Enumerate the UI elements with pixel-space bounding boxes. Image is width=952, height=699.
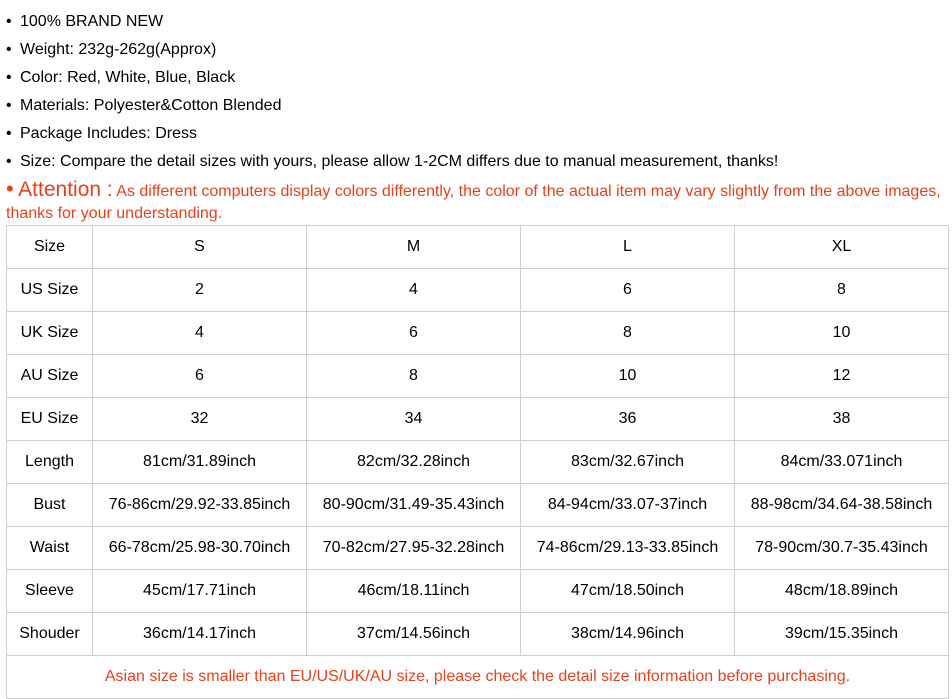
bullet-icon: •	[6, 97, 12, 114]
table-row	[7, 441, 949, 484]
asian-size-warning: Asian size is smaller than EU/US/UK/AU size, please check the detail size information before purchasing.	[7, 656, 949, 699]
bullet-icon: •	[6, 153, 12, 170]
bullet-text: Color: Red, White, Blue, Black	[20, 69, 236, 86]
table-row	[7, 570, 949, 613]
table-cell: 8	[307, 355, 521, 398]
table-cell: 2	[93, 269, 307, 312]
table-cell: 78-90cm/30.7-35.43inch	[735, 527, 949, 570]
bullet-icon: •	[6, 13, 12, 30]
table-row	[7, 613, 949, 656]
bullet-text: Weight: 232g-262g(Approx)	[20, 41, 217, 58]
table-row	[7, 355, 949, 398]
row-label: Length	[7, 441, 93, 484]
table-cell: 4	[93, 312, 307, 355]
row-label: AU Size	[7, 355, 93, 398]
table-cell: 39cm/15.35inch	[735, 613, 949, 656]
table-cell: 34	[307, 398, 521, 441]
bullet-color	[6, 64, 946, 92]
product-details	[6, 8, 946, 225]
table-cell: 45cm/17.71inch	[93, 570, 307, 613]
bullet-icon: •	[6, 69, 12, 86]
table-cell: 84-94cm/33.07-37inch	[521, 484, 735, 527]
table-cell: 83cm/32.67inch	[521, 441, 735, 484]
header-cell: XL	[735, 226, 949, 269]
table-cell: 37cm/14.56inch	[307, 613, 521, 656]
table-cell: 48cm/18.89inch	[735, 570, 949, 613]
row-label: UK Size	[7, 312, 93, 355]
row-label: Bust	[7, 484, 93, 527]
bullet-icon: •	[6, 41, 12, 58]
header-cell: Size	[7, 226, 93, 269]
row-label: EU Size	[7, 398, 93, 441]
table-row	[7, 269, 949, 312]
table-cell: 36	[521, 398, 735, 441]
header-cell: M	[307, 226, 521, 269]
table-cell: 88-98cm/34.64-38.58inch	[735, 484, 949, 527]
table-header-row	[7, 226, 949, 269]
row-label: US Size	[7, 269, 93, 312]
table-row	[7, 484, 949, 527]
table-cell: 8	[521, 312, 735, 355]
table-cell: 36cm/14.17inch	[93, 613, 307, 656]
table-cell: 38cm/14.96inch	[521, 613, 735, 656]
table-cell: 47cm/18.50inch	[521, 570, 735, 613]
bullet-materials	[6, 92, 946, 120]
attention-bullet-icon: •	[6, 176, 14, 201]
table-cell: 38	[735, 398, 949, 441]
bullet-size-note	[6, 148, 946, 176]
table-cell: 32	[93, 398, 307, 441]
table-cell: 76-86cm/29.92-33.85inch	[93, 484, 307, 527]
table-cell: 80-90cm/31.49-35.43inch	[307, 484, 521, 527]
bullet-brand-new	[6, 8, 946, 36]
row-label: Shouder	[7, 613, 93, 656]
table-cell: 46cm/18.11inch	[307, 570, 521, 613]
table-cell: 10	[521, 355, 735, 398]
row-label: Waist	[7, 527, 93, 570]
bullet-text: Size: Compare the detail sizes with yours, please allow 1-2CM differs due to manual measurement, thanks!	[20, 153, 779, 170]
table-cell: 70-82cm/27.95-32.28inch	[307, 527, 521, 570]
bullet-text: Materials: Polyester&Cotton Blended	[20, 97, 282, 114]
bullet-text: Package Includes: Dress	[20, 125, 197, 142]
size-chart-table	[6, 225, 949, 699]
table-cell: 81cm/31.89inch	[93, 441, 307, 484]
table-cell: 6	[93, 355, 307, 398]
table-cell: 74-86cm/29.13-33.85inch	[521, 527, 735, 570]
table-cell: 84cm/33.071inch	[735, 441, 949, 484]
bullet-weight	[6, 36, 946, 64]
table-cell: 12	[735, 355, 949, 398]
table-row	[7, 312, 949, 355]
attention-notice	[6, 178, 946, 225]
table-cell: 82cm/32.28inch	[307, 441, 521, 484]
table-cell: 6	[307, 312, 521, 355]
bullet-text: 100% BRAND NEW	[20, 13, 164, 30]
table-cell: 4	[307, 269, 521, 312]
row-label: Sleeve	[7, 570, 93, 613]
header-cell: S	[93, 226, 307, 269]
attention-text: As different computers display colors differently, the color of the actual item may vary slightly from the above images, thanks for your understanding.	[6, 183, 941, 222]
table-cell: 66-78cm/25.98-30.70inch	[93, 527, 307, 570]
table-cell: 8	[735, 269, 949, 312]
table-row	[7, 527, 949, 570]
bullet-icon: •	[6, 125, 12, 142]
table-cell: 10	[735, 312, 949, 355]
table-footer-row	[7, 656, 949, 699]
table-cell: 6	[521, 269, 735, 312]
bullet-package	[6, 120, 946, 148]
header-cell: L	[521, 226, 735, 269]
attention-label: Attention :	[18, 178, 113, 201]
table-row	[7, 398, 949, 441]
